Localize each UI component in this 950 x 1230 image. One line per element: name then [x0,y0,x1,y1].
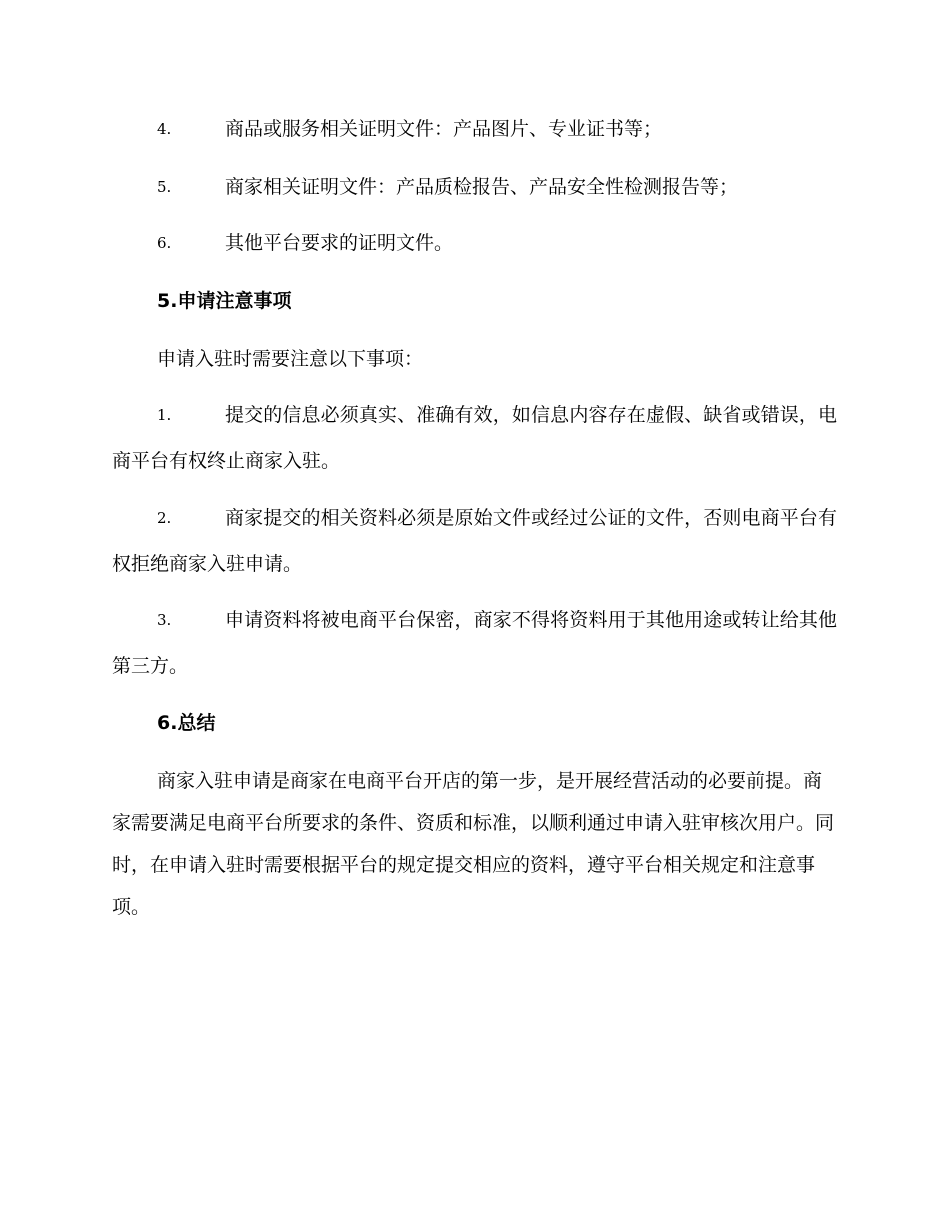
list-text: 申请资料将被电商平台保密，商家不得将资料用于其他用途或转让给其他第三方。 [112,609,837,677]
list-text: 商家提交的相关资料必须是原始文件或经过公证的文件，否则电商平台有权拒绝商家入驻申请。 [112,507,837,575]
list-item [112,597,837,689]
list-number: 6. [157,234,172,252]
list-item [112,164,837,210]
section-heading-5: 5.申请注意事项 [157,290,292,312]
list-number: 3. [157,611,172,629]
list-item [112,495,837,587]
list-item [112,220,837,266]
list-text: 提交的信息必须真实、准确有效，如信息内容存在虚假、缺省或错误，电商平台有权终止商家入驻。 [112,404,837,472]
list-number: 2. [157,509,172,527]
section-intro: 申请入驻时需要注意以下事项： [157,348,424,370]
summary-paragraph: 商家入驻申请是商家在电商平台开店的第一步，是开展经营活动的必要前提。商家需要满足电商平台所要求的条件、资质和标准，以顺利通过申请入驻审核次用户。同时，在申请入驻时需要根据平台的规定提交相应的资料，遵守平台相关规定和注意事项。 [112,770,835,918]
list-text: 其他平台要求的证明文件。 [225,232,454,254]
list-number: 5. [157,178,172,196]
list-number: 4. [157,120,172,138]
list-item [112,106,837,152]
list-text: 商家相关证明文件：产品质检报告、产品安全性检测报告等； [225,176,739,198]
list-text: 商品或服务相关证明文件：产品图片、专业证书等； [225,118,663,140]
list-number: 1. [157,406,172,424]
list-item [112,392,837,484]
section-heading-6: 6.总结 [157,712,216,734]
